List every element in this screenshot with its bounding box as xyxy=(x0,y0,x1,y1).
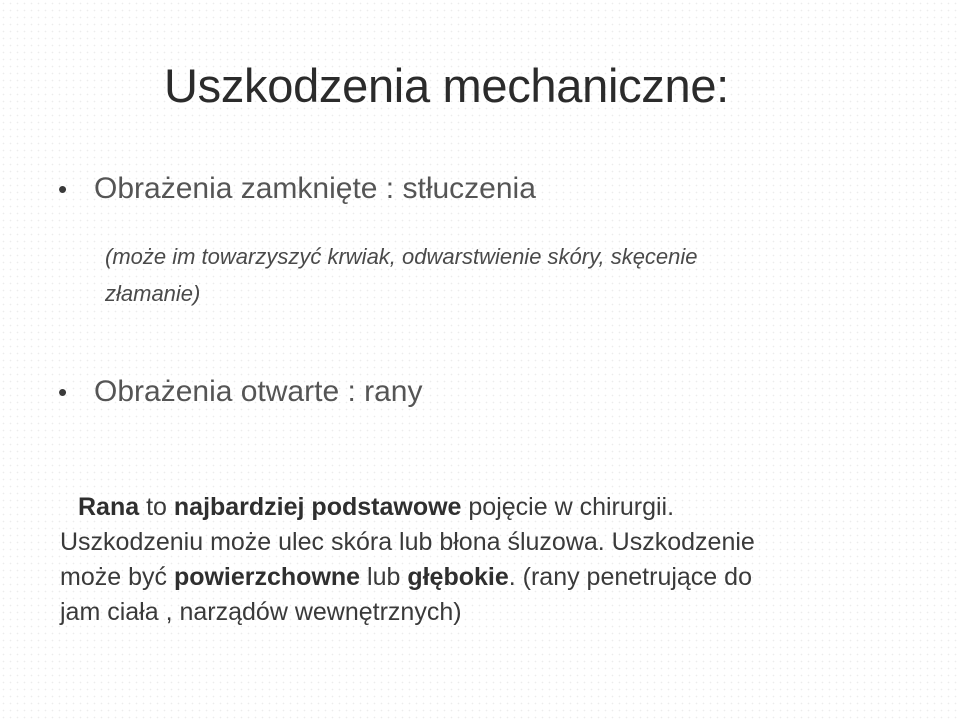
paragraph-line: Uszkodzeniu może ulec skóra lub błona śluzowa. Uszkodzenie xyxy=(60,528,755,556)
paragraph-line: jam ciała , narządów wewnętrznych) xyxy=(60,598,462,626)
bold-term: głębokie xyxy=(407,563,509,591)
paragraph-text: lub xyxy=(360,563,408,591)
bullet-item-open-injuries xyxy=(58,375,423,409)
bullet-dot-icon: • xyxy=(58,377,68,407)
paragraph-line xyxy=(60,493,674,521)
bullet-dot-icon: • xyxy=(58,174,68,204)
bullet-text: Obrażenia zamknięte : stłuczenia xyxy=(94,172,536,205)
paragraph-text: pojęcie w chirurgii. xyxy=(461,493,675,521)
paragraph-line xyxy=(60,563,752,591)
wound-definition-paragraph xyxy=(60,490,940,630)
bold-term: najbardziej podstawowe xyxy=(173,493,462,521)
bullet-item-closed-injuries xyxy=(58,172,536,206)
bold-term: powierzchowne xyxy=(173,563,361,591)
note-line: (może im towarzyszyć krwiak, odwarstwienie skóry, skęcenie xyxy=(105,244,698,269)
note-line: złamanie) xyxy=(105,281,201,306)
paragraph-text: . (rany penetrujące do xyxy=(508,563,752,591)
slide-title: Uszkodzenia mechaniczne: xyxy=(164,59,729,112)
bullet-note xyxy=(105,238,698,312)
paragraph-text: to xyxy=(139,493,174,521)
bullet-text: Obrażenia otwarte : rany xyxy=(94,375,423,408)
paragraph-text: może być xyxy=(60,563,174,591)
bold-term: Rana xyxy=(78,493,140,521)
